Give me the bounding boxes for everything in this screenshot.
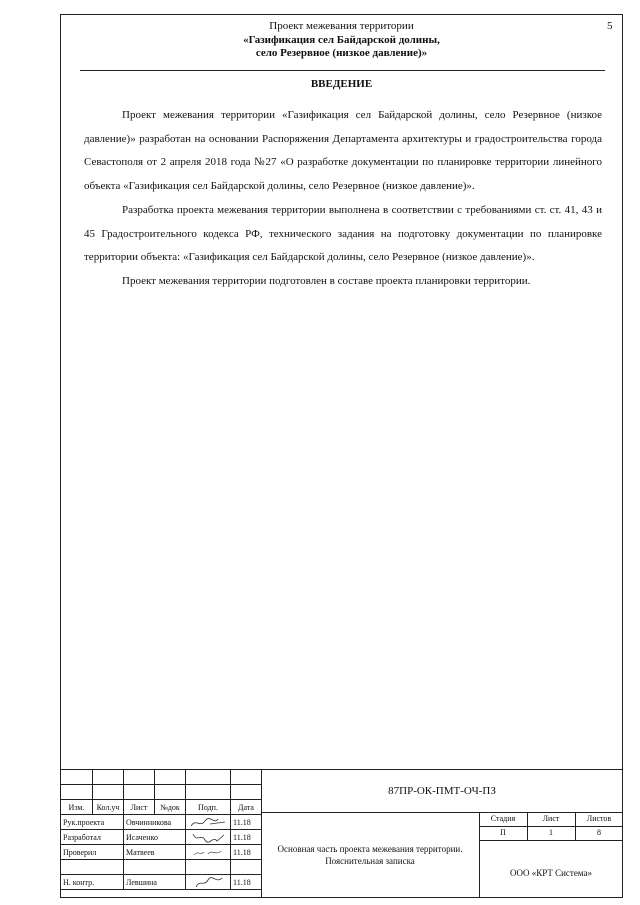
tb-divider [60,769,623,770]
header-divider [80,70,605,71]
signature [186,875,231,890]
sheets-label: Листов [586,814,612,823]
tb-divider [527,812,528,840]
table-row [61,845,262,860]
person-name: Матвеев [124,845,186,860]
signature [186,845,231,860]
col-header-ndok: №док [155,800,186,815]
person-name: Левшина [124,875,186,890]
person-name: Исаченко [124,830,186,845]
role-label: Н. контр. [61,875,124,890]
document-code: 87ПР-ОК-ПМТ-ОЧ-ПЗ [388,784,496,797]
organization-name: ООО «КРТ Система» [510,867,592,878]
role-label: Проверил [61,845,124,860]
tb-divider [479,840,623,841]
document-title: Основная часть проекта межевания территории. Пояснительная записка [277,844,463,866]
table-row [61,830,262,845]
signature [186,830,231,845]
tb-divider [479,826,623,827]
role-label: Рук.проекта [61,815,124,830]
header-line-3: село Резервное (низкое давление)» [255,47,428,59]
title-block [60,769,623,898]
table-row [61,815,262,830]
sign-date: 11.18 [231,815,262,830]
tb-divider [261,769,262,898]
header-line-2: «Газификация сел Байдарской долины, [243,33,440,46]
sign-date: 11.18 [231,875,262,890]
col-header-podp: Подп. [186,800,231,815]
sheet-value: 1 [549,828,553,837]
paragraph-3: Проект межевания территории подготовлен в составе проекта планировки территории. [122,274,531,287]
header-line-1: Проект межевания территории [269,20,414,32]
col-header-izm: Изм. [61,800,93,815]
title-block-table [60,769,262,890]
person-name: Овчинникова [124,815,186,830]
col-header-list: Лист [124,800,155,815]
sheets-value: 8 [597,828,601,837]
stage-label: Стадия [490,814,516,823]
col-header-data: Дата [231,800,262,815]
sign-date: 11.18 [231,830,262,845]
signature [186,815,231,830]
tb-divider [575,812,576,840]
role-label: Разработал [61,830,124,845]
page-number: 5 [607,20,613,32]
tb-divider [261,812,623,813]
section-title: ВВЕДЕНИЕ [310,78,373,90]
paragraph-2: Разработка проекта межевания территории выполнена в соответствии с требованиями ст. ст. 41, 43 и 45 Градостроительного кодекса РФ, технического задания на подготовку документации по планировке территории объекта: «Газификация сел Байдарской долины, село Резервное (низкое давление)». [84,203,602,264]
sign-date: 11.18 [231,845,262,860]
document-header [60,20,623,61]
stage-value: П [500,828,506,837]
tb-divider [479,812,480,898]
body-text [84,104,602,294]
col-header-kolvo: Кол.уч [93,800,124,815]
table-row [61,875,262,890]
paragraph-1: Проект межевания территории «Газификация сел Байдарской долины, село Резервное (низкое давление)» разработан на основании Распоряжения Департамента архитектуры и градостроительства города Севастополя от 2 апреля 2018 года №27 «О разработке документации по планировке территории линейного объекта «Газификация сел Байдарской долины, село Резервное (низкое давление)». [84,109,602,193]
sheet-label: Лист [542,814,560,823]
